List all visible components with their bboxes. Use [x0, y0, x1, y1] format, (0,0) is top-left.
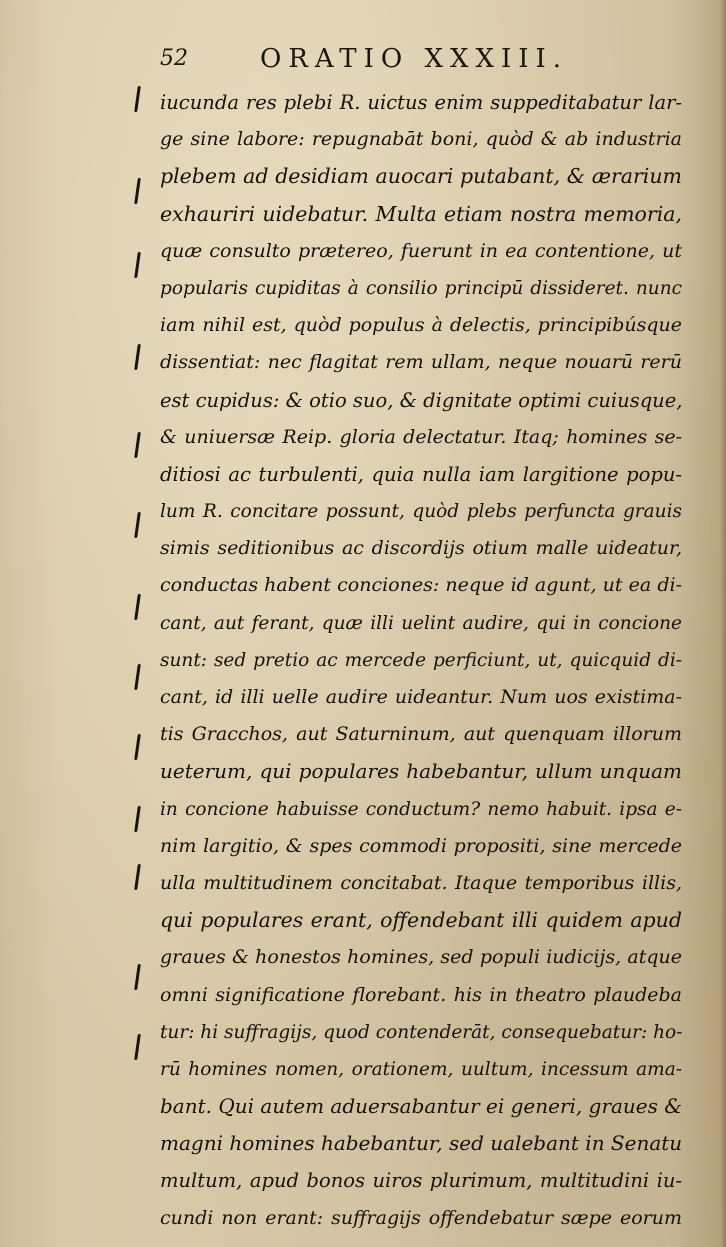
margin-mark — [134, 864, 140, 890]
page-header — [160, 44, 630, 84]
text-line: rū homines nomen, orationem, uultum, incessum ama- — [160, 1058, 682, 1080]
text-line: bant. Qui autem aduersabantur ei generi, graues & — [160, 1094, 682, 1119]
margin-mark — [134, 594, 140, 620]
margin-mark — [134, 1034, 140, 1060]
margin-mark — [134, 86, 140, 112]
text-line: plebem ad desidiam auocari putabant, & ærarium — [160, 164, 682, 189]
text-line: iam nihil est, quòd populus à delectis, principibúsque — [160, 314, 682, 337]
text-line: conductas habent conciones: neque id agunt, ut ea di- — [160, 574, 682, 597]
text-line: cant, id illi uelle audire uideantur. Num uos existima- — [160, 686, 682, 708]
text-line: omni significatione florebant. his in theatro plaudeba — [160, 983, 682, 1006]
margin-mark — [134, 734, 140, 760]
text-line: ge sine labore: repugnabāt boni, quòd & ab industria — [160, 128, 682, 151]
margin-mark — [134, 252, 140, 278]
margin-marks — [128, 84, 148, 1084]
margin-mark — [134, 664, 140, 690]
text-line: & uniuersæ Reip. gloria delectatur. Itaq; homines se- — [160, 425, 682, 448]
text-line: ulla multitudinem concitabat. Itaque temporibus illis, — [160, 871, 682, 894]
text-line: lum R. concitare possunt, quòd plebs perfuncta grauis — [160, 501, 682, 523]
margin-mark — [134, 512, 140, 538]
text-line: cundi non erant: suffragijs offendebatur sæpe eorum — [160, 1206, 682, 1229]
text-line: tur: hi suffragijs, quod contenderāt, consequebatur: ho- — [160, 1021, 682, 1043]
text-line: in concione habuisse conductum? nemo habuit. ipsa e- — [160, 798, 682, 820]
margin-mark — [134, 432, 140, 458]
text-line: ditiosi ac turbulenti, quia nulla iam largitione popu- — [160, 462, 682, 486]
text-line: ueterum, qui populares habebantur, ullum unquam — [160, 759, 682, 784]
margin-mark — [134, 344, 140, 370]
body-text — [160, 84, 682, 1237]
text-line: iucunda res plebi R. uictus enim suppeditabatur lar- — [160, 91, 682, 114]
text-line: tis Gracchos, aut Saturninum, aut quenquam illorum — [160, 723, 682, 746]
text-line: magni homines habebantur, sed ualebant in Senatu — [160, 1131, 682, 1156]
text-line: nim largitio, & spes commodi propositi, sine mercede — [160, 834, 682, 857]
text-line: graues & honestos homines, sed populi iudicijs, atque — [160, 946, 682, 969]
text-line: cant, aut ferant, quæ illi uelint audire, qui in concione — [160, 612, 682, 634]
text-line: qui populares erant, offendebant illi quidem apud — [160, 908, 682, 933]
margin-mark — [134, 964, 140, 990]
text-line: est cupidus: & otio suo, & dignitate optimi cuiusque, — [160, 388, 682, 412]
text-line: dissentiat: nec flagitat rem ullam, neque nouarū rerū — [160, 351, 682, 374]
margin-mark — [134, 806, 140, 832]
margin-mark — [134, 178, 140, 204]
text-line: multum, apud bonos uiros plurimum, multitudini iu- — [160, 1169, 682, 1193]
text-line: sunt: sed pretio ac mercede perficiunt, ut, quicquid di- — [160, 649, 682, 671]
text-line: simis seditionibus ac discordijs otium malle uideatur, — [160, 537, 682, 560]
page-number: 52 — [160, 46, 188, 71]
text-line: quæ consulto prætereo, fuerunt in ea contentione, ut — [160, 239, 682, 262]
running-head: ORATIO XXXIII. — [260, 44, 569, 74]
text-line: exhauriri uidebatur. Multa etiam nostra memoria, — [160, 201, 682, 226]
text-line: popularis cupiditas à consilio principū dissideret. nunc — [160, 277, 682, 299]
